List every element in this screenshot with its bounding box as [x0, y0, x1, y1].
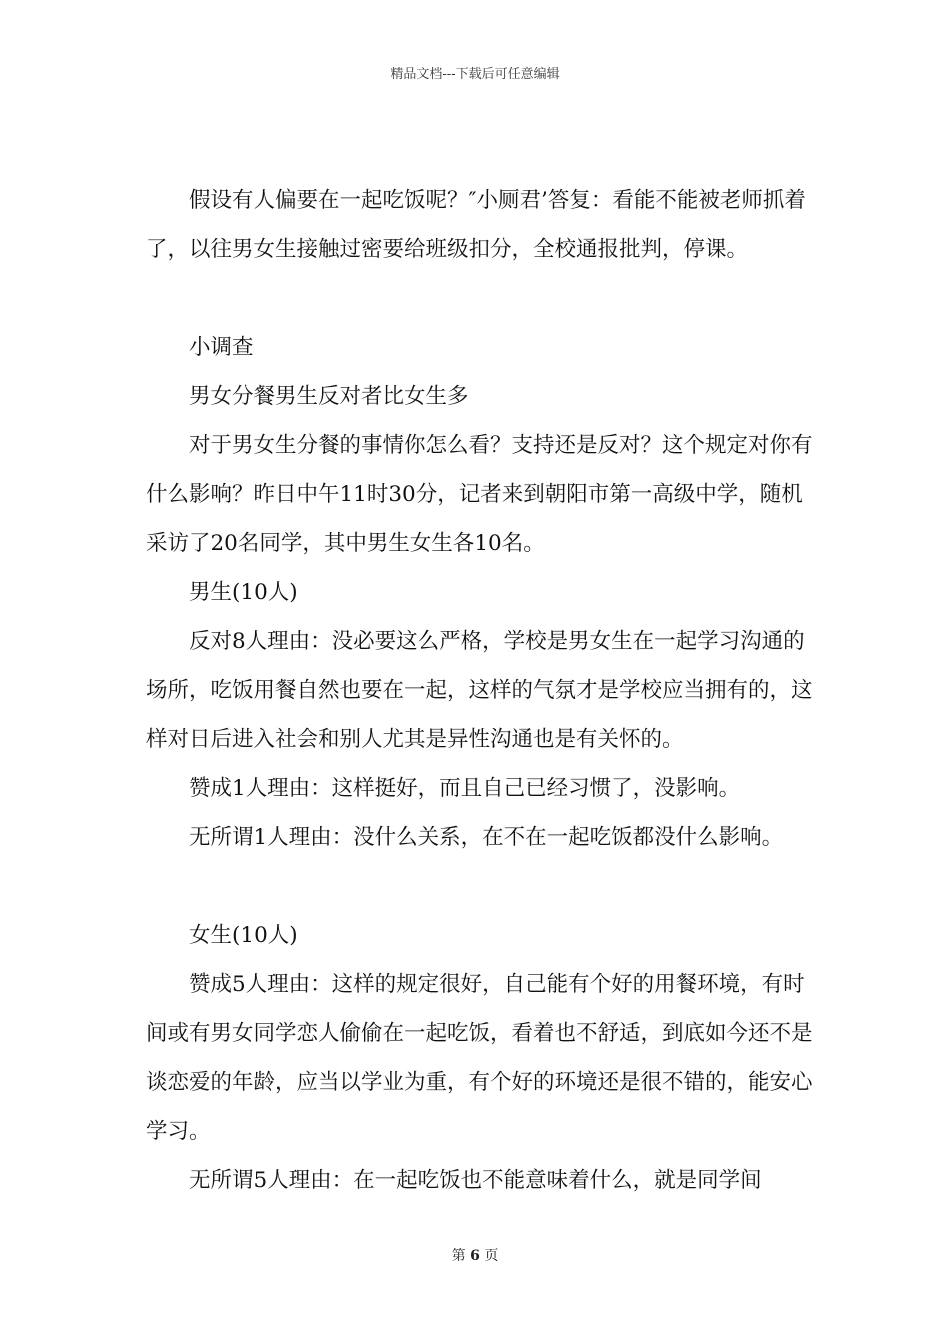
- group-heading-boys: 男生(10人): [189, 580, 298, 605]
- document-body: [146, 176, 818, 1205]
- paragraph-girls-neutral: 无所谓5人理由：在一起吃饭也不能意味着什么，就是同学间: [189, 1168, 762, 1193]
- page-label-prefix: 第: [451, 1248, 466, 1264]
- section-heading-survey: 小调查: [189, 335, 254, 360]
- paragraph-boys-oppose: 反对8人理由：没必要这么严格，学校是男女生在一起学习沟通的场所，吃饭用餐自然也要在一起，这样的气氛才是学校应当拥有的，这样对日后进入社会和别人尤其是异性沟通也是有关怀的。: [146, 629, 813, 752]
- paragraph-intro-question: 假设有人偏要在一起吃饭呢？″小厕君’答复：看能不能被老师抓着了，以往男女生接触过密要给班级扣分，全校通报批判，停课。: [146, 188, 806, 262]
- page-header: 精品文档---下载后可任意编辑: [390, 67, 560, 82]
- section-subheading: 男女分餐男生反对者比女生多: [189, 384, 469, 409]
- page-label-suffix: 页: [484, 1248, 499, 1264]
- page-footer: [0, 1247, 950, 1265]
- paragraph-survey-intro: 对于男女生分餐的事情你怎么看？支持还是反对？这个规定对你有什么影响？昨日中午11时30分，记者来到朝阳市第一高级中学，随机采访了20名同学，其中男生女生各10名。: [146, 433, 813, 556]
- group-heading-girls: 女生(10人): [189, 923, 298, 948]
- page-number: 6: [470, 1248, 480, 1264]
- paragraph-boys-neutral: 无所谓1人理由：没什么关系，在不在一起吃饭都没什么影响。: [189, 825, 784, 850]
- paragraph-gap: [146, 862, 818, 911]
- paragraph-girls-support: 赞成5人理由：这样的规定很好，自己能有个好的用餐环境，有时间或有男女同学恋人偷偷在一起吃饭，看着也不舒适，到底如今还不是谈恋爱的年龄，应当以学业为重，有个好的环境还是很不错的，能安心学习。: [146, 972, 813, 1144]
- paragraph-boys-support: 赞成1人理由：这样挺好，而且自己已经习惯了，没影响。: [189, 776, 741, 801]
- paragraph-gap: [146, 274, 818, 323]
